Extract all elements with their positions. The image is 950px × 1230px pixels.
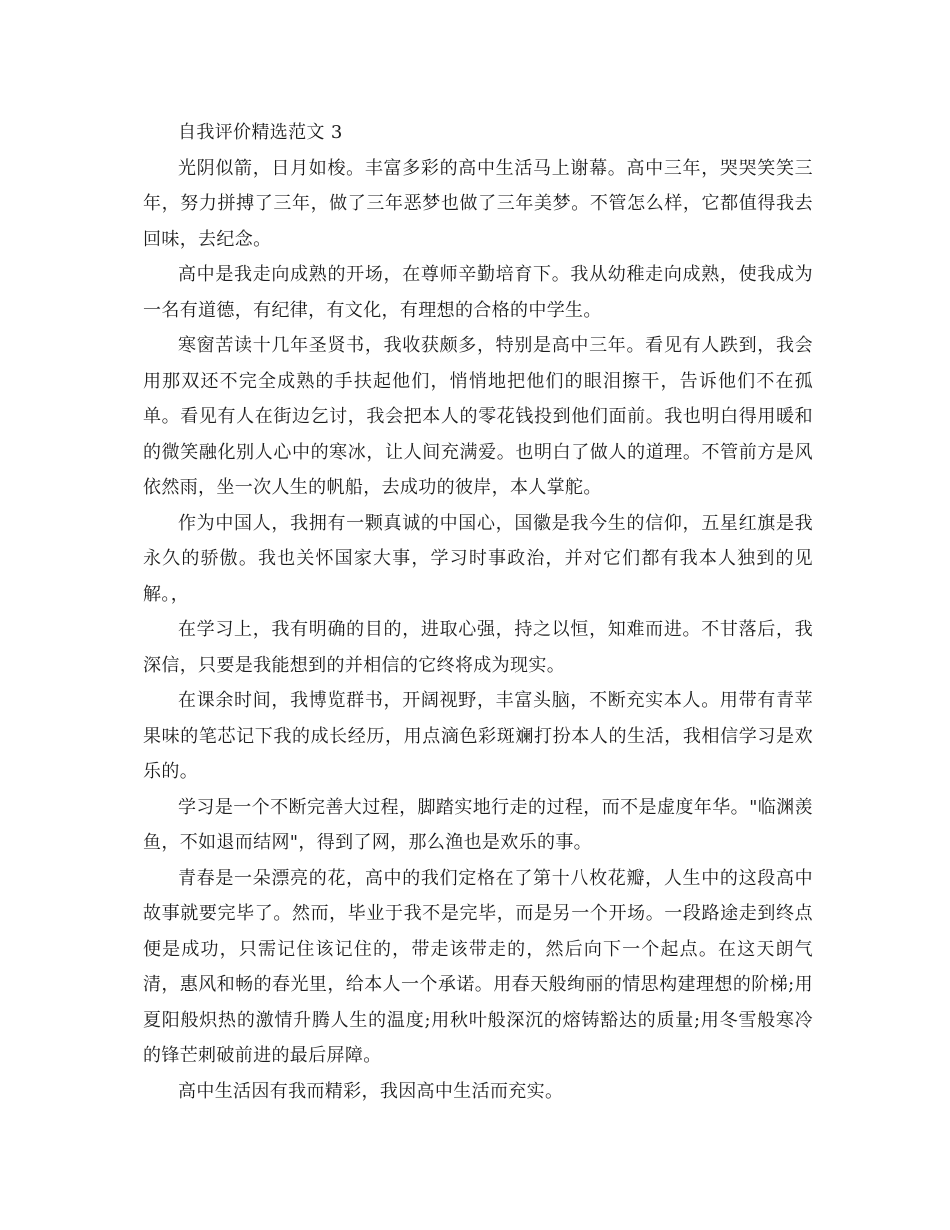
paragraph: 作为中国人，我拥有一颗真诚的中国心，国徽是我今生的信仰，五星红旗是我永久的骄傲。我也关怀国家大事，学习时事政治，并对它们都有我本人独到的见解。，	[143, 512, 813, 605]
paragraph: 青春是一朵漂亮的花，高中的我们定格在了第十八枚花瓣，人生中的这段高中故事就要完毕了。然而，毕业于我不是完毕，而是另一个开场。一段路途走到终点便是成功，只需记住该记住的，带走该带走的，然后向下一个起点。在这天朗气清，惠风和畅的春光里，给本人一个承诺。用春天般绚丽的情思构建理想的阶梯;用夏阳般炽热的激情升腾人生的温度;用秋叶般深沉的熔铸豁达的质量;用冬雪般寒冷的锋芒刺破前进的最后屏障。	[143, 867, 813, 1066]
paragraph: 光阴似箭，日月如梭。丰富多彩的高中生活马上谢幕。高中三年，哭哭笑笑三年，努力拼搏了三年，做了三年恶梦也做了三年美梦。不管怎么样，它都值得我去回味，去纪念。	[143, 157, 813, 250]
paragraph: 在学习上，我有明确的目的，进取心强，持之以恒，知难而进。不甘落后，我深信，只要是我能想到的并相信的它终将成为现实。	[143, 619, 813, 676]
paragraph: 高中是我走向成熟的开场，在尊师辛勤培育下。我从幼稚走向成熟，使我成为一名有道德，有纪律，有文化，有理想的合格的中学生。	[143, 264, 813, 321]
document-title: 自我评价精选范文 3	[178, 122, 343, 143]
paragraph: 高中生活因有我而精彩，我因高中生活而充实。	[178, 1080, 564, 1102]
paragraph: 在课余时间，我博览群书，开阔视野，丰富头脑，不断充实本人。用带有青苹果味的笔芯记下我的成长经历，用点滴色彩斑斓打扮本人的生活，我相信学习是欢乐的。	[143, 690, 813, 782]
paragraph: 学习是一个不断完善大过程，脚踏实地行走的过程，而不是虚度年华。"临渊羡鱼，不如退而结网"，得到了网，那么渔也是欢乐的事。	[143, 796, 813, 853]
document-body	[143, 115, 813, 1109]
paragraph: 寒窗苦读十几年圣贤书，我收获颇多，特别是高中三年。看见有人跌到，我会用那双还不完全成熟的手扶起他们，悄悄地把他们的眼泪擦干，告诉他们不在孤单。看见有人在街边乞讨，我会把本人的零花钱投到他们面前。我也明白得用暖和的微笑融化别人心中的寒冰，让人间充满爱。也明白了做人的道理。不管前方是风依然雨，坐一次人生的帆船，去成功的彼岸，本人掌舵。	[143, 335, 813, 498]
